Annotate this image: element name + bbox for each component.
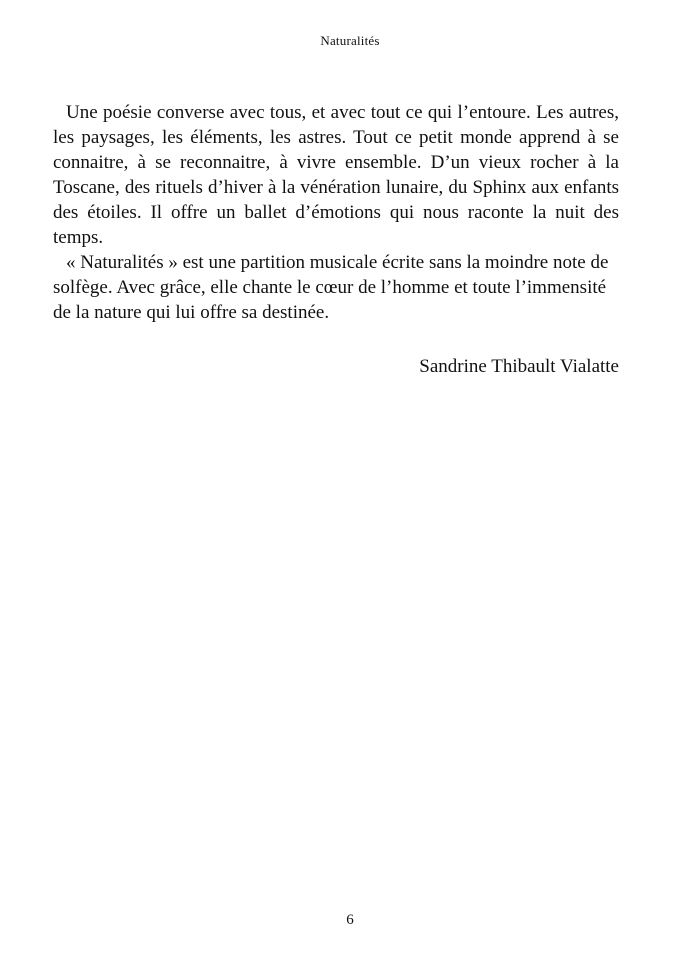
author-signature: Sandrine Thibault Vialatte bbox=[419, 356, 619, 377]
running-header: Naturalités bbox=[320, 33, 380, 48]
page-number: 6 bbox=[346, 912, 354, 928]
body-text bbox=[53, 100, 619, 325]
paragraph-1: Une poésie converse avec tous, et avec tout ce qui l’entoure. Les autres, les paysages, les éléments, les astres. Tout ce petit monde apprend à se connaitre, à se reconnaitre, à vivre ensemble. D’un vieux rocher à la Toscane, des rituels d’hiver à la vénération lunaire, du Sphinx aux enfants des étoiles. Il offre un ballet d’émotions qui nous raconte la nuit des temps. bbox=[53, 102, 619, 248]
paragraph-2: « Naturalités » est une partition musicale écrite sans la moindre note de solfège. Avec grâce, elle chante le cœur de l’homme et toute l’immensité de la nature qui lui offre sa destinée. bbox=[53, 252, 609, 323]
